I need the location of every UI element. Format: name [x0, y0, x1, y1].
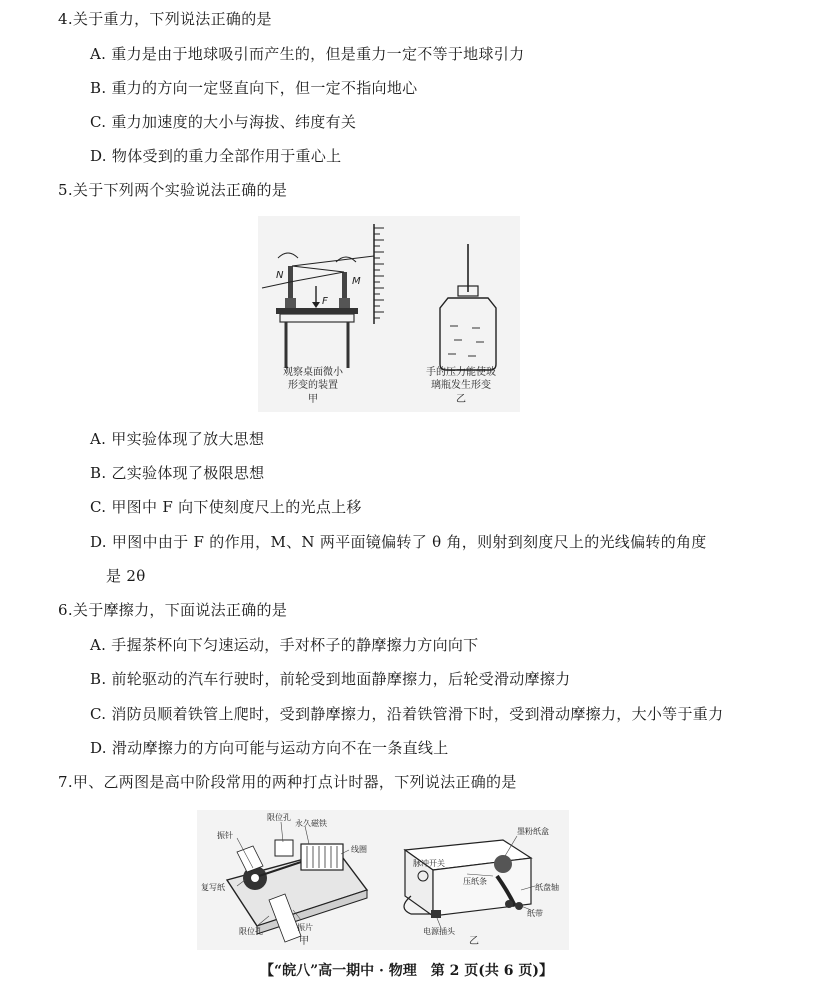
- q6-stem: 6.关于摩擦力，下面说法正确的是: [58, 601, 288, 619]
- q7-left-part-vibrating-plate: 振片: [297, 923, 313, 932]
- q6-option-b: B. 前轮驱动的汽车行驶时，前轮受到地面静摩擦力，后轮受滑动摩擦力: [90, 670, 571, 688]
- q5-left-caption-1: 观察桌面微小: [283, 367, 343, 378]
- q5-left-label: 甲: [308, 394, 318, 405]
- q7-right-part-pulse-switch: 脉冲开关: [413, 859, 445, 868]
- q7-right-part-power-plug: 电源插头: [423, 927, 455, 936]
- q6-option-a: A. 手握茶杯向下匀速运动，手对杯子的静摩擦力方向向下: [90, 636, 479, 654]
- q7-right-part-paper-tape: 纸带: [527, 909, 543, 918]
- q5-mark-f: F: [322, 296, 328, 307]
- q6-option-d: D. 滑动摩擦力的方向可能与运动方向不在一条直线上: [90, 739, 449, 757]
- q4-option-d: D. 物体受到的重力全部作用于重心上: [90, 147, 342, 165]
- q5-option-d: D. 甲图中由于 F 的作用，M、N 两平面镜偏转了 θ 角，则射到刻度尺上的光线偏转的角度: [90, 533, 707, 551]
- q5-left-caption-2: 形变的装置: [288, 380, 338, 391]
- q6-option-c: C. 消防员顺着铁管上爬时，受到静摩擦力，沿着铁管滑下时，受到滑动摩擦力，大小等于重力: [90, 705, 724, 723]
- q4-option-b: B. 重力的方向一定竖直向下，但一定不指向地心: [90, 79, 418, 97]
- q5-option-d-continued: 是 2θ: [106, 567, 146, 585]
- q7-right-part-reel-shaft: 纸盘轴: [535, 883, 559, 892]
- q7-right-part-ink-box: 墨粉纸盒: [517, 827, 549, 836]
- q7-left-part-limit-hole-bottom: 限位孔: [239, 927, 263, 936]
- q5-option-a: A. 甲实验体现了放大思想: [90, 430, 265, 448]
- q5-option-b: B. 乙实验体现了极限思想: [90, 464, 265, 482]
- q5-option-c: C. 甲图中 F 向下使刻度尺上的光点上移: [90, 498, 362, 516]
- q7-left-part-magnet: 永久磁铁: [295, 819, 327, 828]
- q7-right-label: 乙: [469, 936, 479, 947]
- q4-stem: 4.关于重力，下列说法正确的是: [58, 10, 272, 28]
- q7-left-part-limit-hole-top: 限位孔: [267, 813, 291, 822]
- q5-right-caption-1: 手的压力能使玻: [426, 367, 496, 378]
- q7-right-part-press-strip: 压纸条: [463, 877, 487, 886]
- q5-right-caption-2: 璃瓶发生形变: [431, 380, 491, 391]
- q7-figure: [197, 810, 569, 950]
- page-footer: 【“皖八”高一期中 · 物理 第 2 页(共 6 页)】: [260, 963, 553, 979]
- q7-figure-drawing: [197, 810, 569, 950]
- q5-stem: 5.关于下列两个实验说法正确的是: [58, 181, 288, 199]
- q5-mark-m: M: [352, 276, 361, 287]
- q7-left-part-carbon-paper: 复写纸: [201, 883, 225, 892]
- q5-right-label: 乙: [456, 394, 466, 405]
- q5-mark-n: N: [276, 270, 284, 281]
- q7-stem: 7.甲、乙两图是高中阶段常用的两种打点计时器，下列说法正确的是: [58, 773, 517, 791]
- q4-option-c: C. 重力加速度的大小与海拔、纬度有关: [90, 113, 357, 131]
- q7-left-part-needle: 振针: [217, 831, 233, 840]
- q4-option-a: A. 重力是由于地球吸引而产生的，但是重力一定不等于地球引力: [90, 45, 525, 63]
- q7-left-label: 甲: [299, 936, 309, 947]
- q7-left-part-coil: 线圈: [351, 845, 367, 854]
